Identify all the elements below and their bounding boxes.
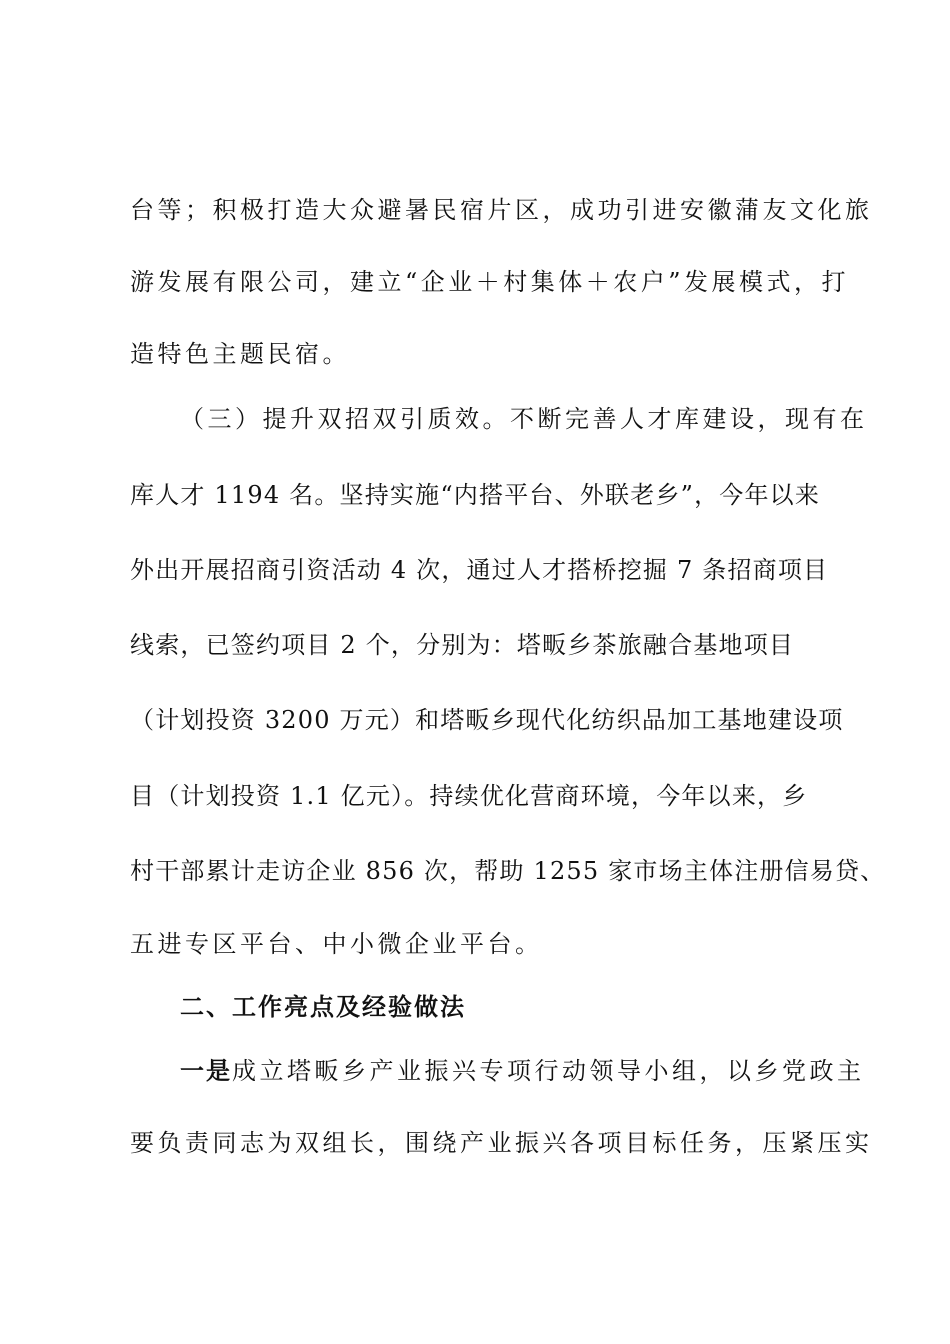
paragraph-lead: 一是 bbox=[180, 1056, 232, 1085]
body-line-3: 造特色主题民宿。 bbox=[130, 340, 350, 368]
body-line-9: 目（计划投资 1.1 亿元）。持续优化营商环境，今年以来，乡 bbox=[130, 782, 808, 810]
body-line-10: 村干部累计走访企业 856 次，帮助 1255 家市场主体注册信易贷、 bbox=[130, 857, 886, 885]
body-line-11: 五进专区平台、中小微企业平台。 bbox=[130, 930, 543, 958]
body-line-8: （计划投资 3200 万元）和塔畈乡现代化纺织品加工基地建设项 bbox=[130, 706, 844, 734]
body-line-5: 库人才 1194 名。坚持实施“内搭平台、外联老乡”，今年以来 bbox=[130, 481, 821, 509]
body-line-6: 外出开展招商引资活动 4 次，通过人才搭桥挖掘 7 条招商项目 bbox=[130, 556, 829, 584]
body-line-7: 线索，已签约项目 2 个，分别为：塔畈乡茶旅融合基地项目 bbox=[130, 631, 795, 659]
body-line-2: 游发展有限公司，建立“企业＋村集体＋农户”发展模式，打 bbox=[130, 268, 850, 296]
paragraph-first-line bbox=[180, 1056, 865, 1086]
body-line-4: （三）提升双招双引质效。不断完善人才库建设，现有在 bbox=[180, 405, 868, 433]
body-line-1: 台等；积极打造大众避暑民宿片区，成功引进安徽蒲友文化旅 bbox=[130, 196, 873, 224]
paragraph-rest: 成立塔畈乡产业振兴专项行动领导小组，以乡党政主 bbox=[232, 1057, 865, 1085]
section-heading: 二、工作亮点及经验做法 bbox=[180, 992, 466, 1021]
paragraph-second-line: 要负责同志为双组长，围绕产业振兴各项目标任务，压紧压实 bbox=[130, 1129, 873, 1157]
